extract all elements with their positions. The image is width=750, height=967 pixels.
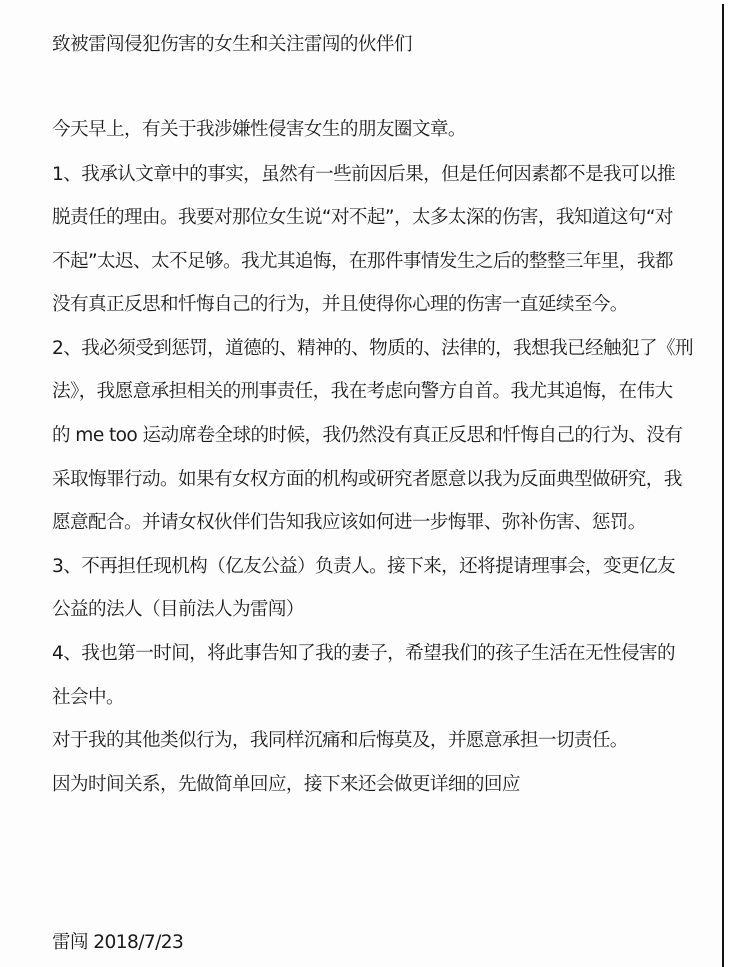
point-3-line-2: 公益的法人（目前法人为雷闯） [52,599,304,620]
point-1-line-3: 不起”太迟、太不足够。我尤其追悔，在那件事情发生之后的整整三年里，我都 [52,251,673,272]
point-2-line-4: 采取悔罪行动。如果有女权方面的机构或研究者愿意以我为反面典型做研究，我 [52,469,682,490]
point-3-line-1: 3、不再担任现机构（亿友公益）负责人。接下来，还将提请理事会，变更亿友 [52,556,676,577]
point-1-line-4: 没有真正反思和忏悔自己的行为，并且使得你心理的伤害一直延续至今。 [52,294,628,315]
closing-paragraph-2: 因为时间关系，先做简单回应，接下来还会做更详细的回应 [52,774,520,795]
point-4-line-1: 4、我也第一时间，将此事告知了我的妻子，希望我们的孩子生活在无性侵害的 [52,643,676,664]
point-2-line-3: 的 me too 运动席卷全球的时候，我仍然没有真正反思和忏悔自己的行为、没有 [52,425,683,446]
point-1-line-1: 1、我承认文章中的事实，虽然有一些前因后果，但是任何因素都不是我可以推 [52,164,676,185]
document-title: 致被雷闯侵犯伤害的女生和关注雷闯的伙伴们 [52,34,412,55]
closing-paragraph-1: 对于我的其他类似行为，我同样沉痛和后悔莫及，并愿意承担一切责任。 [52,730,628,751]
point-4-line-2: 社会中。 [52,687,124,708]
point-2-line-1: 2、我必须受到惩罚，道德的、精神的、物质的、法律的，我想我已经触犯了《刑 [52,338,694,359]
intro-paragraph: 今天早上，有关于我涉嫌性侵害女生的朋友圈文章。 [52,119,466,140]
point-2-line-5: 愿意配合。并请女权伙伴们告知我应该如何进一步悔罪、弥补伤害、惩罚。 [52,512,646,533]
margin-area [724,0,750,967]
point-2-line-2: 法》，我愿意承担相关的刑事责任，我在考虑向警方自首。我尤其追悔，在伟大 [52,381,673,402]
point-1-line-2: 脱责任的理由。我要对那位女生说“对不起”，太多太深的伤害，我知道这句“对 [52,207,673,228]
signature-date: 雷闯 2018/7/23 [52,932,184,953]
